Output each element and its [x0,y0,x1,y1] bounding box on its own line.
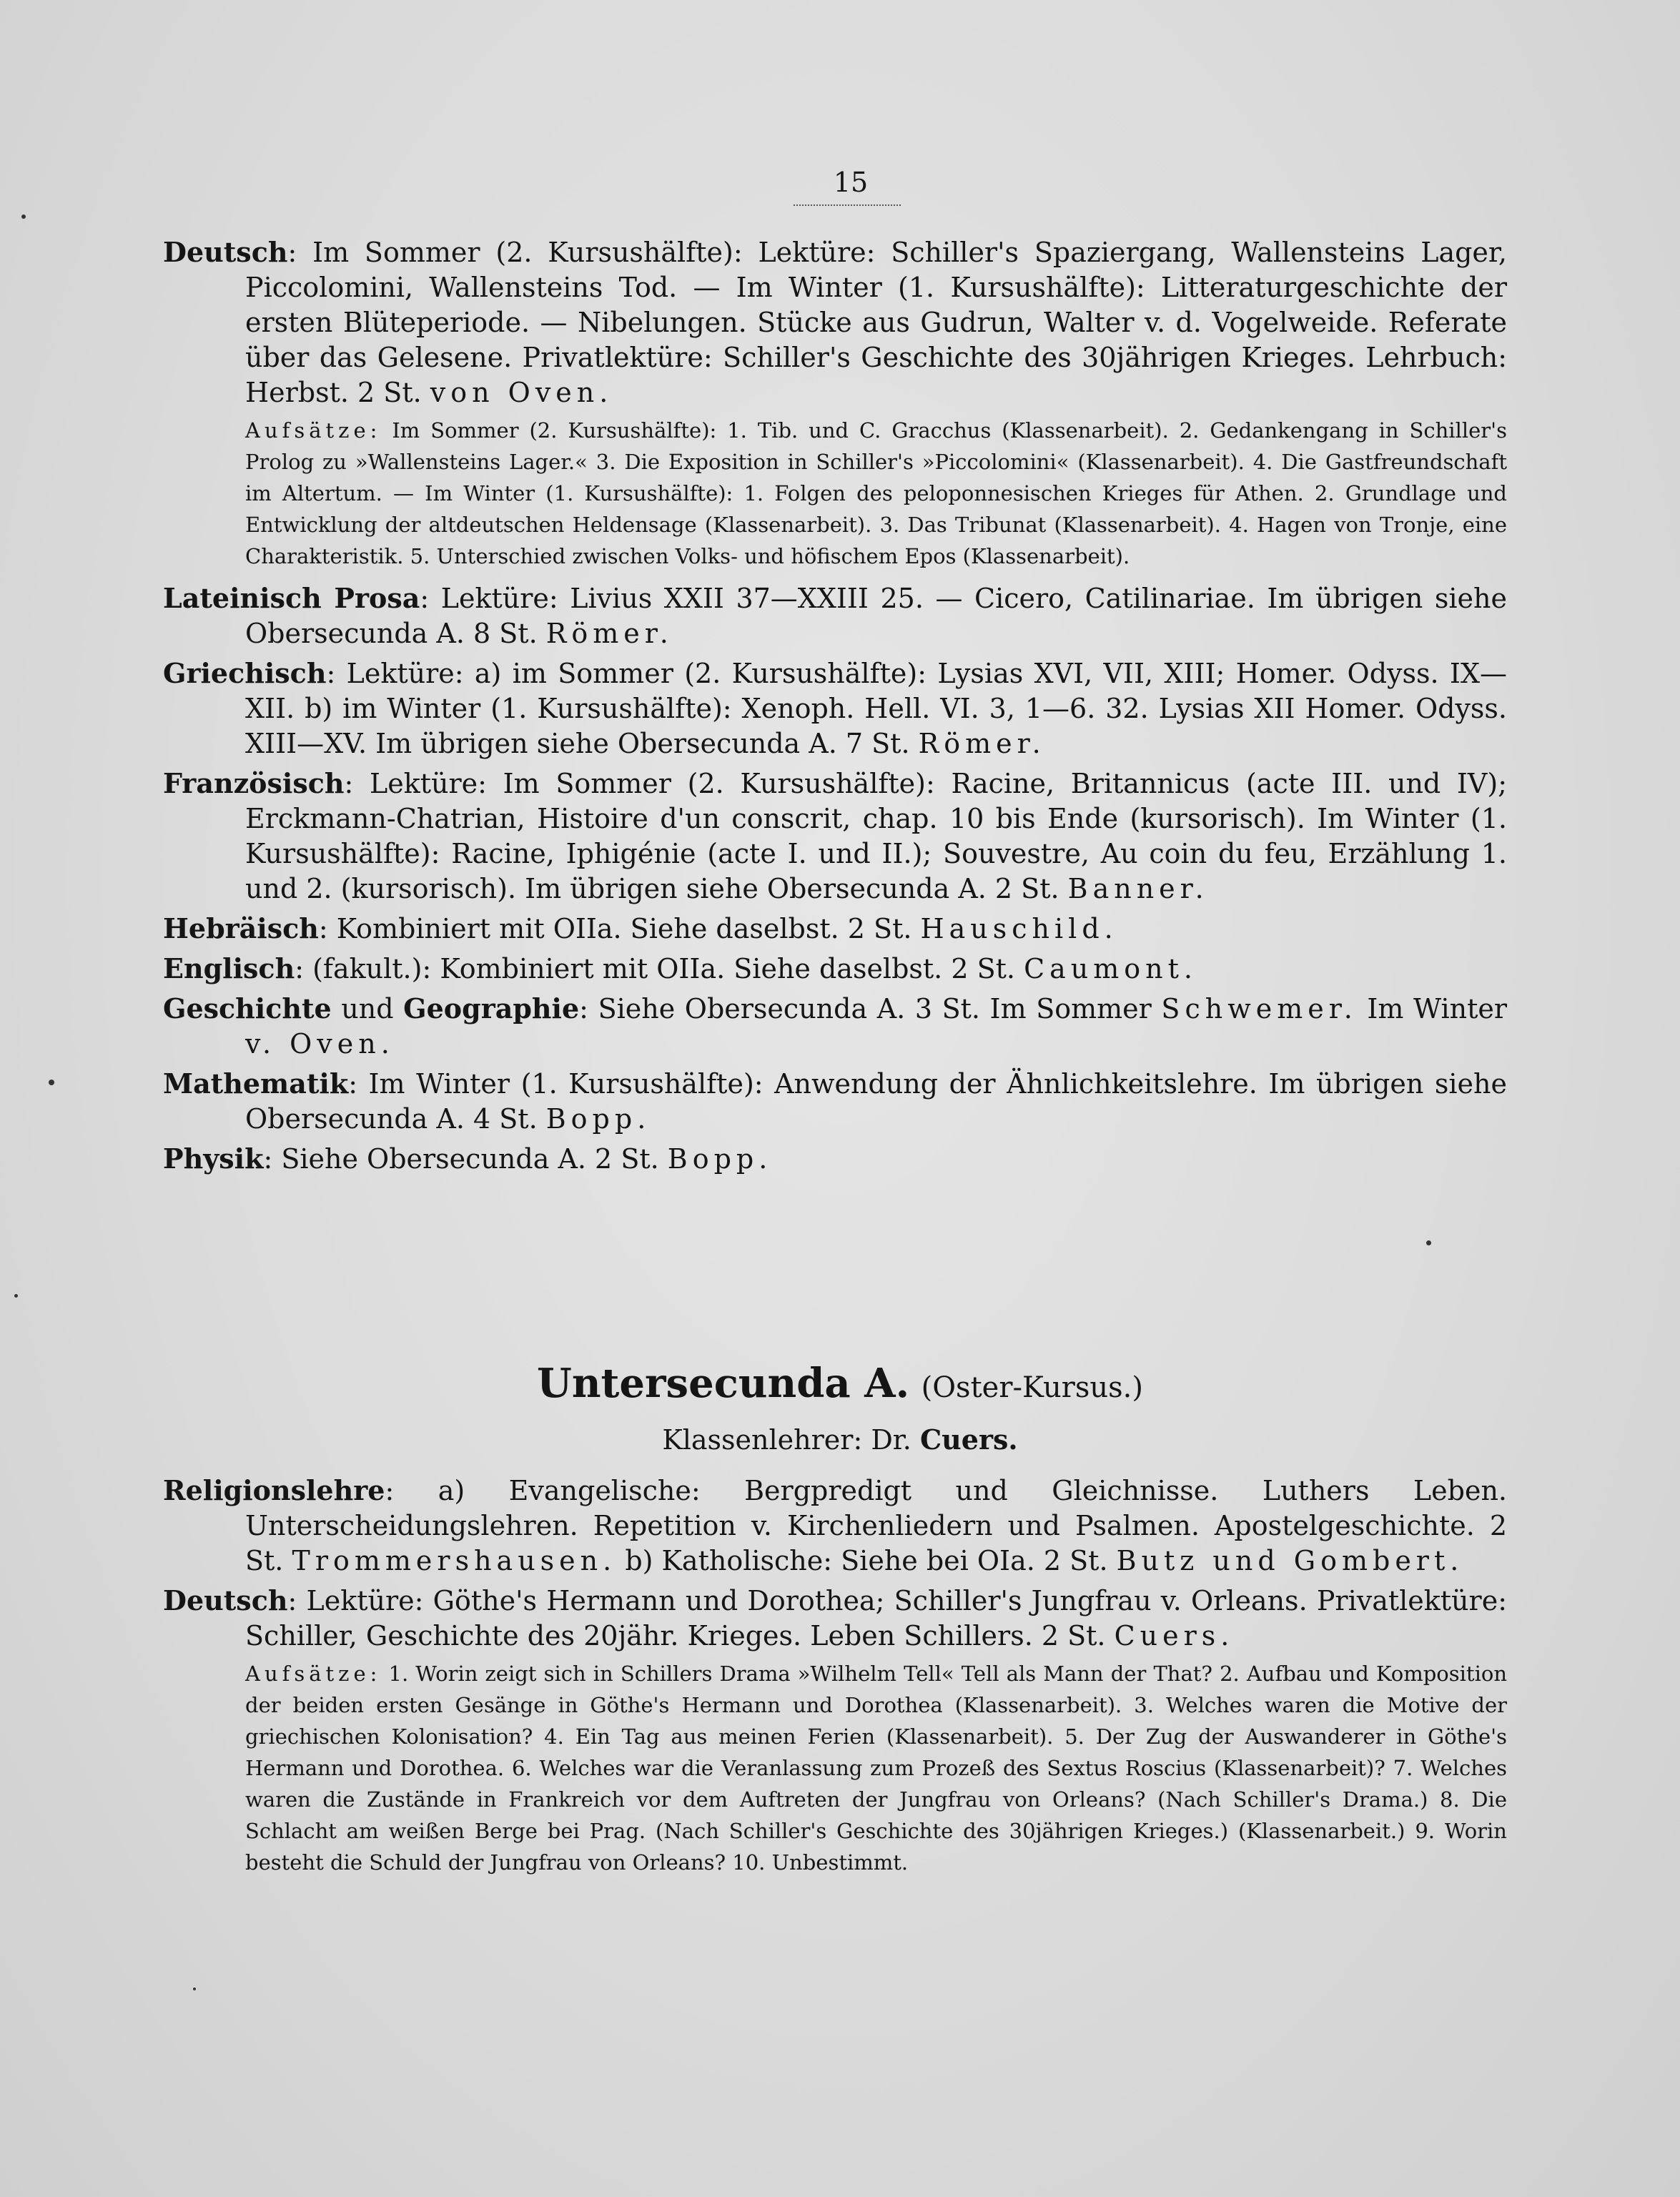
entry-religion: Religionslehre: a) Evangelische: Bergpredigt und Gleichnisse. Luthers Leben. Unterscheidungslehren. Repetition v. Kirchenliedern und Psalmen. Apostelgeschichte. 2 St. Trommershausen. b) Katholische: Siehe bei OIa. 2 St. Butz und Gombert. [163,1474,1507,1576]
teacher-name: Caumont. [1024,953,1198,984]
entry-franzoesisch: Französisch: Lektüre: Im Sommer (2. Kursushälfte): Racine, Britannicus (acte III. und IV); Erckmann-Chatrian, Histoire d'un conscrit, chap. 10 bis Ende (kursorisch). Im Winter (1. Kursushälfte): Racine, Iphigénie (acte I. und II.); Souvestre, Au coin du feu, Erzählung 1. und 2. (kursorisch). Im übrigen siehe Obersecunda A. 2 St. Banner. [163,767,1507,904]
teacher-name: v. Oven. [245,1028,395,1060]
teacher-name: von Oven. [430,377,613,408]
teacher-name: Bopp. [667,1143,773,1175]
page-number: 15 [833,167,869,198]
scan-speck [193,1988,196,1990]
teacher-name: Trommershausen. [292,1545,617,1576]
entry-geschichte: Geschichte und Geographie: Siehe Obersecunda A. 3 St. Im Sommer Schwemer. Im Winter v. Oven. [163,992,1507,1060]
scan-speck [14,1294,18,1298]
entry-deutsch-untersecunda: Deutsch: Lektüre: Göthe's Hermann und Dorothea; Schiller's Jungfrau v. Orleans. Privatlektüre: Schiller, Geschichte des 20jähr. Krieges. Leben Schillers. 2 St. Cuers. [163,1584,1507,1652]
page-number-rule [794,202,901,206]
scan-speck [1426,1240,1431,1245]
teacher-name: Cuers. [1114,1620,1235,1652]
lower-curriculum [163,1473,1507,1887]
entry-mathematik: Mathematik: Im Winter (1. Kursushälfte): Anwendung der Ähnlichkeitslehre. Im übrigen siehe Obersecunda A. 4 St. Bopp. [163,1067,1507,1135]
entry-englisch: Englisch: (fakult.): Kombiniert mit OIIa. Siehe daselbst. 2 St. Caumont. [163,952,1198,984]
teacher-name: Banner. [1067,873,1209,904]
scan-speck [49,1080,54,1085]
entry-deutsch: Deutsch: Im Sommer (2. Kursushälfte): Lektüre: Schiller's Spaziergang, Wallensteins Lager, Piccolomini, Wallensteins Tod. — Im Winter (1. Kursushälfte): Litteraturgeschichte der ersten Blüteperiode. — Nibelungen. Stücke aus Gudrun, Walter v. d. Vogelweide. Referate über das Gelesene. Privatlektüre: Schiller's Geschichte des 30jährigen Krieges. Lehrbuch: Herbst. 2 St. von Oven. [163,236,1507,408]
teacher-name: Schwemer. [1161,993,1358,1025]
teacher-name: Butz und Gombert. [1116,1545,1464,1576]
section-heading: Untersecunda A. (Oster-Kursus.) [537,1360,1143,1407]
class-teacher-line: Klassenlehrer: Dr. Cuers. [662,1423,1018,1456]
teacher-name: Hauschild. [920,913,1118,944]
entry-lateinisch: Lateinisch Prosa: Lektüre: Livius XXII 37—XXIII 25. — Cicero, Catilinariae. Im übrigen siehe Obersecunda A. 8 St. Römer. [163,582,1507,649]
teacher-name: Römer. [545,618,673,649]
scan-speck [21,214,26,219]
essays-deutsch-untersecunda: Aufsätze: 1. Worin zeigt sich in Schillers Drama »Wilhelm Tell« Tell als Mann der That? 2. Aufbau und Komposition der beiden ersten Gesänge in Göthe's Hermann und Dorothea (Klassenarbeit). 3. Welches waren die Motive der griechischen Kolonisation? 4. Ein Tag aus meinen Ferien (Klassenarbeit). 5. Der Zug der Auswanderer in Göthe's Hermann und Dorothea. 6. Welches war die Veranlassung zum Prozeß des Sextus Roscius (Klassenarbeit)? 7. Welches waren die Zustände in Frankreich vor dem Auftreten der Jungfrau von Orleans? (Nach Schiller's Drama.) 8. Die Schlacht am weißen Berge bei Prag. (Nach Schiller's Geschichte des 30jährigen Krieges.) (Klassenarbeit.) 9. Worin besteht die Schuld der Jungfrau von Orleans? 10. Unbestimmt. [245,1662,1507,1875]
teacher-name: Bopp. [545,1103,651,1135]
entry-physik: Physik: Siehe Obersecunda A. 2 St. Bopp. [163,1142,773,1175]
entry-griechisch: Griechisch: Lektüre: a) im Sommer (2. Kursushälfte): Lysias XVI, VII, XIII; Homer. Odyss. IX—XII. b) im Winter (1. Kursushälfte): Xenoph. Hell. VI. 3, 1—6. 32. Lysias XII Homer. Odyss. XIII—XV. Im übrigen siehe Obersecunda A. 7 St. Römer. [163,657,1507,759]
entry-hebraeisch: Hebräisch: Kombiniert mit OIIa. Siehe daselbst. 2 St. Hauschild. [163,912,1118,944]
upper-curriculum [163,234,1507,1181]
teacher-name: Römer. [918,728,1046,759]
essays-deutsch: Aufsätze: Im Sommer (2. Kursushälfte): 1. Tib. und C. Gracchus (Klassenarbeit). 2. Gedankengang in Schiller's Prolog zu »Wallensteins Lager.« 3. Die Exposition in Schiller's »Piccolomini« (Klassenarbeit). 4. Die Gastfreundschaft im Altertum. — Im Winter (1. Kursushälfte): 1. Folgen des peloponnesischen Krieges für Athen. 2. Grundlage und Entwicklung der altdeutschen Heldensage (Klassenarbeit). 3. Das Tribunat (Klassenarbeit). 4. Hagen von Tronje, eine Charakteristik. 5. Unterschied zwischen Volks- und höfischem Epos (Klassenarbeit). [245,418,1507,568]
